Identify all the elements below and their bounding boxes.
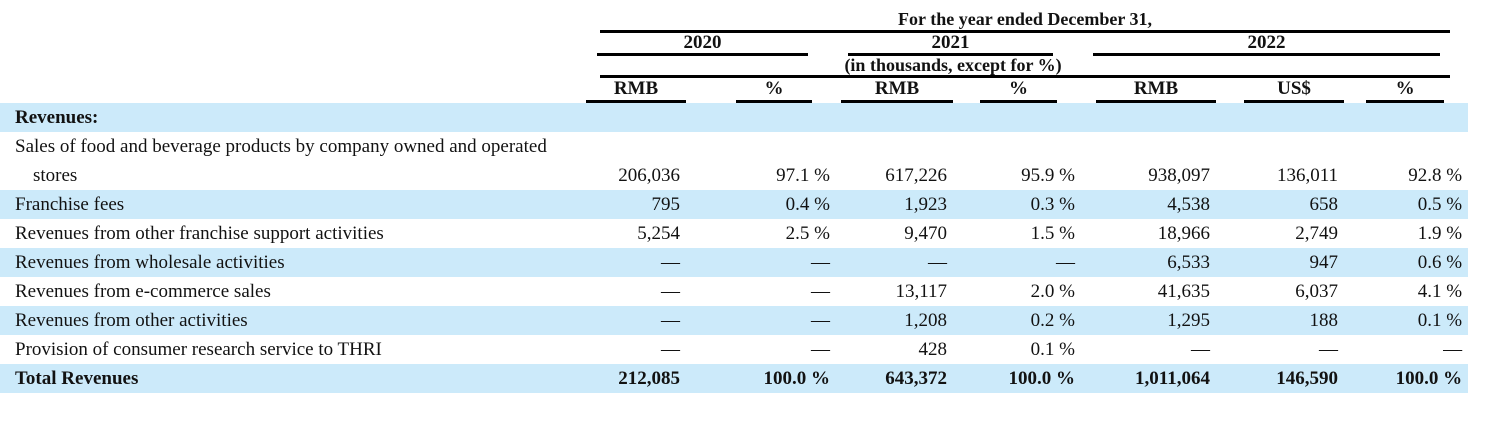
cell-usd-2022: 136,011	[1276, 165, 1338, 186]
cell-usd-2022: 658	[1216, 190, 1344, 219]
header-row-years	[0, 33, 1468, 56]
cell-rmb-2021: 1,208	[836, 306, 953, 335]
cell-rmb-2020: —	[585, 306, 686, 335]
header-row-columns	[0, 78, 1468, 103]
row-label: Provision of consumer research service to THRI	[15, 339, 382, 360]
total-label: Total Revenues	[0, 364, 585, 393]
cell-rmb-2020: 795	[585, 190, 686, 219]
cell-pct-2021: —	[953, 248, 1081, 277]
cell-rmb-2021: 428	[918, 339, 947, 360]
cell-rmb-2022: 18,966	[1157, 223, 1210, 244]
cell-rmb-2022: —	[1191, 339, 1210, 360]
cell-usd-2022: —	[1319, 339, 1338, 360]
col-header-pct-2020: %	[686, 78, 836, 103]
section-row-revenues	[0, 103, 1468, 132]
cell-rmb-2022: 938,097	[1148, 165, 1210, 186]
cell-rmb-2020: 206,036	[618, 165, 680, 186]
cell-rmb-2020: —	[661, 281, 680, 302]
cell-pct-2020: —	[686, 306, 836, 335]
cell-pct-2021: 1.5 %	[1030, 223, 1075, 244]
cell-rmb-2021: —	[836, 248, 953, 277]
period-title: For the year ended December 31,	[600, 9, 1450, 33]
total-rmb-2022: 1,011,064	[1081, 364, 1216, 393]
cell-pct-2021: 0.1 %	[1030, 339, 1075, 360]
cell-rmb-2020: —	[585, 248, 686, 277]
row-label: Revenues from other franchise support activities	[15, 223, 384, 244]
cell-rmb-2022: 6,533	[1081, 248, 1216, 277]
cell-pct-2022: 92.8 %	[1408, 165, 1463, 186]
table-row	[0, 132, 1468, 190]
year-2022-cell	[1081, 33, 1468, 56]
cell-usd-2022: 6,037	[1295, 281, 1338, 302]
cell-pct-2022: 0.1 %	[1344, 306, 1468, 335]
cell-pct-2021: 95.9 %	[1021, 165, 1075, 186]
col-header-usd-2022: US$	[1216, 78, 1344, 103]
cell-pct-2022: 0.6 %	[1344, 248, 1468, 277]
year-2022-label: 2022	[1093, 33, 1440, 56]
cell-usd-2022: 947	[1216, 248, 1344, 277]
total-rmb-2020: 212,085	[585, 364, 686, 393]
cell-usd-2022: 188	[1216, 306, 1344, 335]
cell-rmb-2022: 41,635	[1157, 281, 1210, 302]
col-header-pct-2022: %	[1344, 78, 1468, 103]
cell-rmb-2022: 1,295	[1081, 306, 1216, 335]
row-label: Revenues from e-commerce sales	[15, 281, 271, 302]
cell-pct-2022: 1.9 %	[1417, 223, 1463, 244]
header-spacer	[0, 33, 585, 56]
year-2021-cell	[836, 33, 1081, 56]
total-rmb-2021: 643,372	[836, 364, 953, 393]
cell-pct-2020: —	[811, 339, 830, 360]
col-header-rmb-2022: RMB	[1081, 78, 1216, 103]
cell-pct-2021: 0.3 %	[953, 190, 1081, 219]
units-note: (in thousands, except for %)	[844, 55, 1062, 75]
cell-rmb-2020: —	[661, 339, 680, 360]
year-2020-cell	[585, 33, 836, 56]
cell-pct-2021: 2.0 %	[1030, 281, 1075, 302]
cell-pct-2020: 97.1 %	[776, 165, 830, 186]
cell-rmb-2021: 617,226	[885, 165, 947, 186]
col-header-rmb-2020: RMB	[585, 78, 686, 103]
header-row-title	[0, 9, 1468, 33]
table-row	[0, 277, 1468, 306]
col-header-rmb-2021: RMB	[836, 78, 953, 103]
cell-pct-2022: 0.5 %	[1344, 190, 1468, 219]
cell-rmb-2021: 13,117	[895, 281, 947, 302]
total-pct-2021: 100.0 %	[953, 364, 1081, 393]
cell-pct-2022: 4.1 %	[1417, 281, 1463, 302]
total-usd-2022: 146,590	[1216, 364, 1344, 393]
cell-rmb-2022: 4,538	[1081, 190, 1216, 219]
header-spacer	[0, 78, 585, 103]
units-note-cell	[585, 56, 1468, 78]
cell-pct-2022: —	[1443, 339, 1463, 360]
cell-rmb-2021: 1,923	[836, 190, 953, 219]
table-row	[0, 190, 1468, 219]
year-2021-label: 2021	[848, 33, 1053, 56]
cell-rmb-2020: 5,254	[637, 223, 680, 244]
cell-pct-2020: —	[811, 281, 830, 302]
year-2020-label: 2020	[597, 33, 808, 56]
cell-pct-2021: 0.2 %	[953, 306, 1081, 335]
total-pct-2020: 100.0 %	[686, 364, 836, 393]
table-row	[0, 306, 1468, 335]
header-spacer	[0, 9, 585, 33]
total-pct-2022: 100.0 %	[1344, 364, 1468, 393]
row-label: Revenues from wholesale activities	[0, 248, 585, 277]
cell-pct-2020: —	[686, 248, 836, 277]
table-row	[0, 335, 1468, 364]
section-label: Revenues:	[0, 103, 585, 132]
row-label: Franchise fees	[0, 190, 585, 219]
table-row	[0, 248, 1468, 277]
row-label: Revenues from other activities	[0, 306, 585, 335]
cell-pct-2020: 0.4 %	[686, 190, 836, 219]
period-title-cell	[585, 9, 1468, 33]
col-header-pct-2021: %	[953, 78, 1081, 103]
header-spacer	[0, 56, 585, 78]
cell-pct-2020: 2.5 %	[785, 223, 830, 244]
total-row	[0, 364, 1468, 393]
table-row	[0, 219, 1468, 248]
cell-rmb-2021: 9,470	[904, 223, 947, 244]
row-label: Sales of food and beverage products by company owned and operated stores	[15, 136, 547, 186]
header-row-note	[0, 56, 1468, 78]
revenues-table	[0, 9, 1468, 393]
cell-usd-2022: 2,749	[1295, 223, 1338, 244]
